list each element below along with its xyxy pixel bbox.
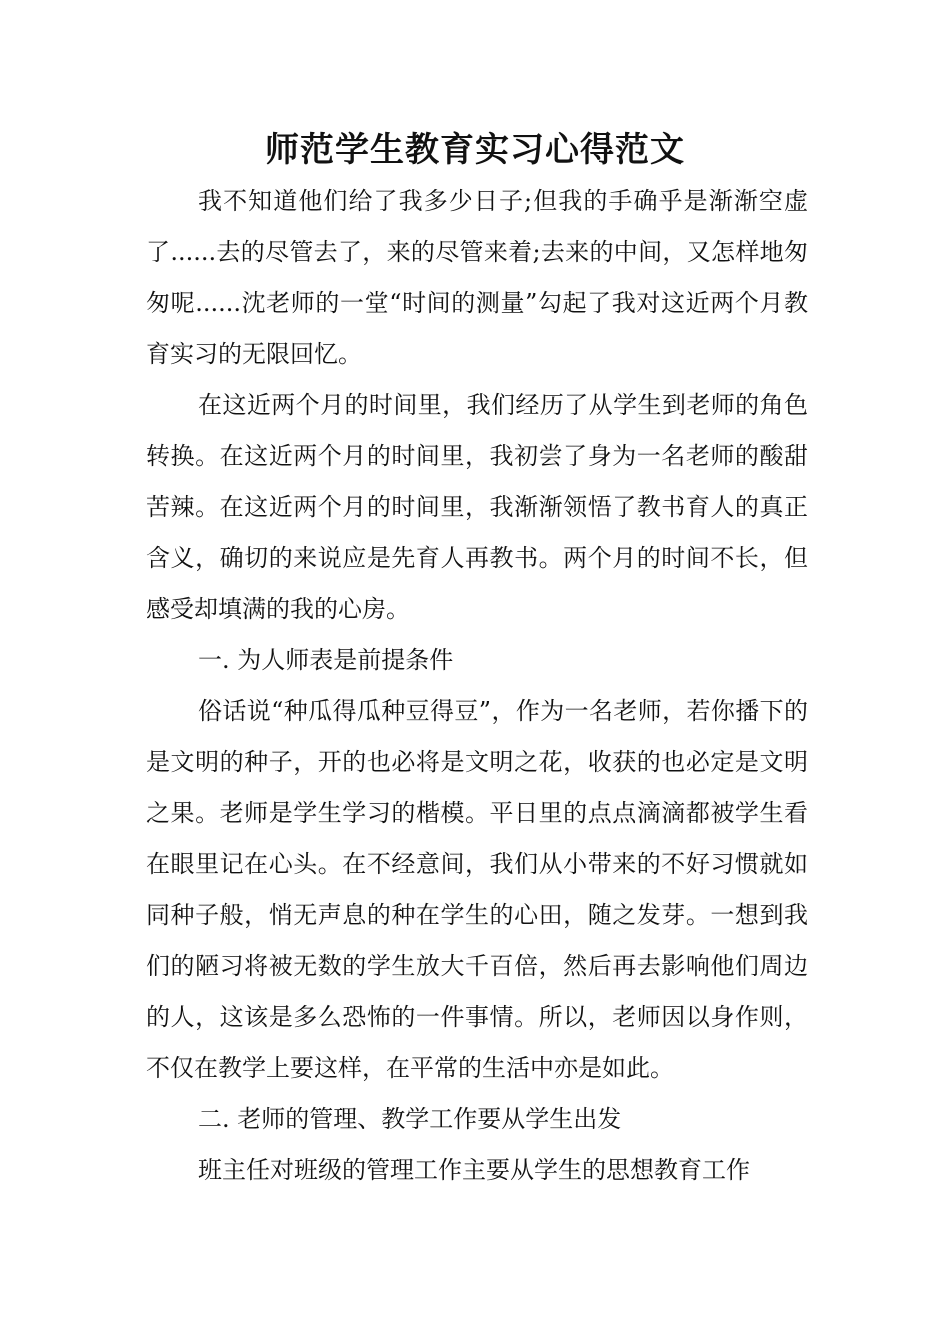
paragraph-class-management: 班主任对班级的管理工作主要从学生的思想教育工作 <box>198 1156 750 1184</box>
paragraph-intro: 我不知道他们给了我多少日子;但我的手确乎是渐渐空虚了......去的尽管去了，来的尽管来着;去来的中间，又怎样地匆匆呢......沈老师的一堂“时间的测量”勾起了我对这近两个月教育实习的无限回忆。 <box>146 187 808 368</box>
document-body <box>146 176 808 1196</box>
paragraph-role-change: 在这近两个月的时间里，我们经历了从学生到老师的角色转换。在这近两个月的时间里，我初尝了身为一名老师的酸甜苦辣。在这近两个月的时间里，我渐渐领悟了教书育人的真正含义，确切的来说应是先育人再教书。两个月的时间不长，但感受却填满的我的心房。 <box>146 391 808 623</box>
section-heading-2: 二. 老师的管理、教学工作要从学生出发 <box>198 1105 622 1133</box>
paragraph-role-model: 俗话说“种瓜得瓜种豆得豆”，作为一名老师，若你播下的是文明的种子，开的也必将是文明之花，收获的也必定是文明之果。老师是学生学习的楷模。平日里的点点滴滴都被学生看在眼里记在心头。在不经意间，我们从小带来的不好习惯就如同种子般，悄无声息的种在学生的心田，随之发芽。一想到我们的陋习将被无数的学生放大千百倍，然后再去影响他们周边的人，这该是多么恐怖的一件事情。所以，老师因以身作则，不仅在教学上要这样，在平常的生活中亦是如此。 <box>146 697 808 1082</box>
document-title: 师范学生教育实习心得范文 <box>265 130 685 170</box>
section-heading-1: 一. 为人师表是前提条件 <box>198 646 454 674</box>
